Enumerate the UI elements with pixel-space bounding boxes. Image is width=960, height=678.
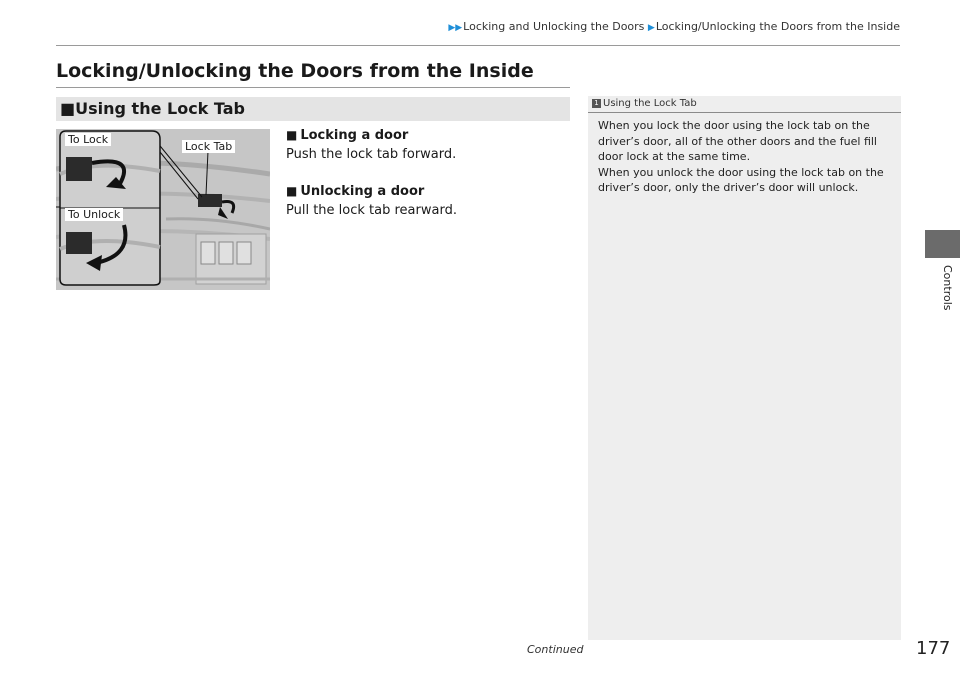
note-number-icon: 1 bbox=[592, 99, 601, 108]
lock-tab-label: Lock Tab bbox=[182, 140, 235, 153]
step-title-text: Locking a door bbox=[300, 128, 409, 143]
step-title bbox=[286, 126, 457, 145]
breadcrumb-arrow-icon: ▶ bbox=[647, 23, 655, 33]
chapter-label: Controls bbox=[941, 265, 954, 311]
to-unlock-label: To Unlock bbox=[65, 208, 123, 221]
note-paragraph: When you unlock the door using the lock tab on the driver’s door, only the driver’s door will unlock. bbox=[598, 165, 884, 194]
title-divider bbox=[56, 87, 570, 88]
breadcrumb bbox=[448, 20, 900, 33]
breadcrumb-arrow-icon: ▶▶ bbox=[448, 23, 463, 33]
lock-tab-detail bbox=[66, 157, 92, 181]
step-body: Push the lock tab forward. bbox=[286, 147, 457, 162]
note-heading bbox=[588, 96, 901, 113]
breadcrumb-item[interactable]: Locking/Unlocking the Doors from the Inside bbox=[655, 20, 900, 33]
instruction-steps bbox=[286, 126, 457, 238]
breadcrumb-item[interactable]: Locking and Unlocking the Doors bbox=[463, 20, 645, 33]
section-heading bbox=[56, 97, 570, 121]
step-marker: ■ bbox=[286, 184, 298, 198]
step-title bbox=[286, 182, 457, 201]
page-title: Locking/Unlocking the Doors from the Inside bbox=[56, 60, 534, 82]
side-note-panel bbox=[588, 96, 901, 640]
unlock-tab-detail bbox=[66, 232, 92, 254]
header-divider bbox=[56, 45, 900, 46]
section-marker: ■ bbox=[60, 99, 76, 118]
chapter-tab[interactable] bbox=[925, 230, 960, 258]
note-title: Using the Lock Tab bbox=[603, 98, 697, 109]
step-marker: ■ bbox=[286, 128, 298, 142]
step-title-text: Unlocking a door bbox=[300, 184, 425, 199]
step-body: Pull the lock tab rearward. bbox=[286, 203, 457, 218]
continued-label: Continued bbox=[527, 643, 584, 656]
page-number: 177 bbox=[916, 638, 951, 659]
note-body bbox=[588, 113, 901, 196]
door-lock-illustration bbox=[56, 129, 270, 290]
section-title: Using the Lock Tab bbox=[75, 99, 245, 118]
note-paragraph: When you lock the door using the lock tab on the driver’s door, all of the other doors and the fuel fill door lock at the same time. bbox=[598, 119, 877, 163]
to-lock-label: To Lock bbox=[65, 133, 111, 146]
